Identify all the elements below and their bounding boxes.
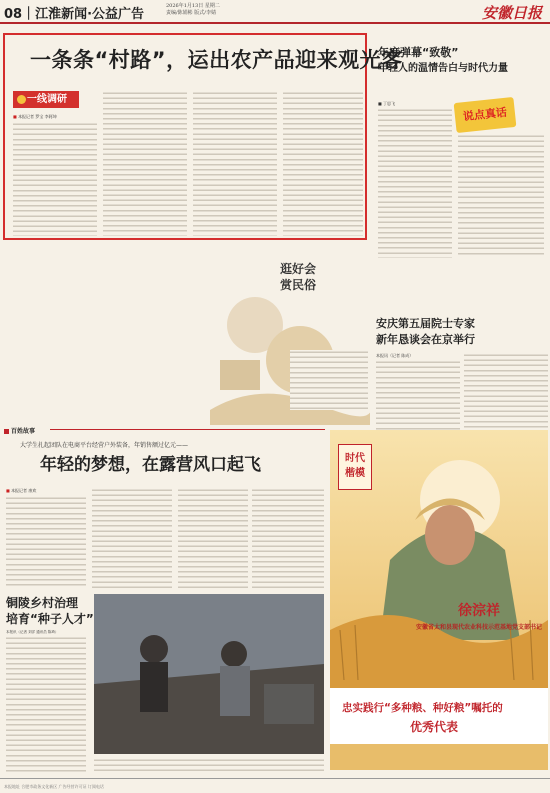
feature-col-2 <box>103 91 187 236</box>
masthead-logo: 安徽日报 <box>481 4 542 22</box>
page-footer: 本报地址 合肥市政务文化新区 广告经营许可证 订阅电话 <box>0 778 550 793</box>
festival-caption <box>290 350 368 410</box>
square-icon <box>4 429 9 434</box>
camping-col-3 <box>178 488 248 588</box>
feature-byline: ■ 本报记者 罗宝 李阿坤 <box>13 114 57 119</box>
feature-col-4 <box>283 91 363 236</box>
camping-col-2 <box>92 488 172 588</box>
academician-title-2: 新年恳谈会在京举行 <box>376 333 475 346</box>
model-poster[interactable] <box>330 430 548 770</box>
commentary-text-a <box>378 108 452 258</box>
feature-col-3 <box>193 91 277 236</box>
page-section-title: 08｜江淮新闻·公益广告 <box>4 7 145 22</box>
commentary-byline: ■ 丁思飞 <box>378 101 396 106</box>
poster-slogan-banner <box>330 688 548 744</box>
poster-slogan-2: 优秀代表 <box>410 720 459 734</box>
camping-kicker: 大学生扎起团队在电商平台经营户外装备，年销售额过亿元—— <box>20 442 189 449</box>
commentary-title-2: 年轻人的温情告白与时代力量 <box>378 63 508 74</box>
side-byline: 本报讯（记者 刘洋 通讯员 陈琦） <box>6 630 59 634</box>
page-header <box>0 0 550 24</box>
date-editor-line: 2026年1月13日 星期二 责编/陈娟彬 版式/李婧 <box>166 3 220 16</box>
camping-article[interactable] <box>0 426 325 776</box>
poster-label-1: 时代 <box>345 453 365 464</box>
dot-icon <box>17 95 26 104</box>
festival-ad[interactable] <box>200 240 370 425</box>
poster-slogan-1: 忠实践行“多种粮、种好粮”嘱托的 <box>342 702 503 714</box>
side-text <box>6 636 86 772</box>
poster-label-box <box>338 444 372 490</box>
camping-byline: ■ 本报记者 康欢 <box>6 488 37 493</box>
poster-subtitle: 安徽省太和县现代农业科技示范基地党支部书记 <box>415 624 542 631</box>
academician-article[interactable] <box>374 315 550 430</box>
commentary-text-b <box>458 134 544 258</box>
academician-text-b <box>464 353 548 430</box>
side-headline-2: 培育“种子人才” <box>6 612 94 626</box>
camping-photo-art <box>94 594 324 754</box>
academician-title-1: 安庆第五届院士专家 <box>376 317 475 330</box>
commentary-badge: 说点真话 <box>454 97 517 133</box>
festival-title-1: 逛好会 <box>280 262 317 276</box>
festival-title-2: 赏民俗 <box>280 278 317 292</box>
side-headline-1: 铜陵乡村治理 <box>6 596 79 610</box>
camping-headline: 年轻的梦想，在露营风口起飞 <box>40 455 261 475</box>
feature-col-1 <box>13 122 97 236</box>
camping-col-4 <box>252 488 324 588</box>
academician-byline: 本报讯（记者 陈成） <box>376 353 414 358</box>
academician-text-a <box>376 360 460 430</box>
section-rule <box>50 429 325 430</box>
feature-headline: 一条条“村路”，运出农产品迎来观光客 <box>30 48 403 72</box>
feature-tag: 一线调研 <box>13 91 79 108</box>
camping-col-1 <box>6 496 86 586</box>
section-label: 百姓故事 <box>4 426 35 435</box>
commentary-title-1: 年度弹幕“致敬” <box>378 46 459 59</box>
camping-photo <box>94 594 324 754</box>
poster-label-2: 楷模 <box>345 468 365 479</box>
poster-person-name: 徐淙祥 <box>458 603 500 619</box>
photo-caption <box>94 758 324 773</box>
